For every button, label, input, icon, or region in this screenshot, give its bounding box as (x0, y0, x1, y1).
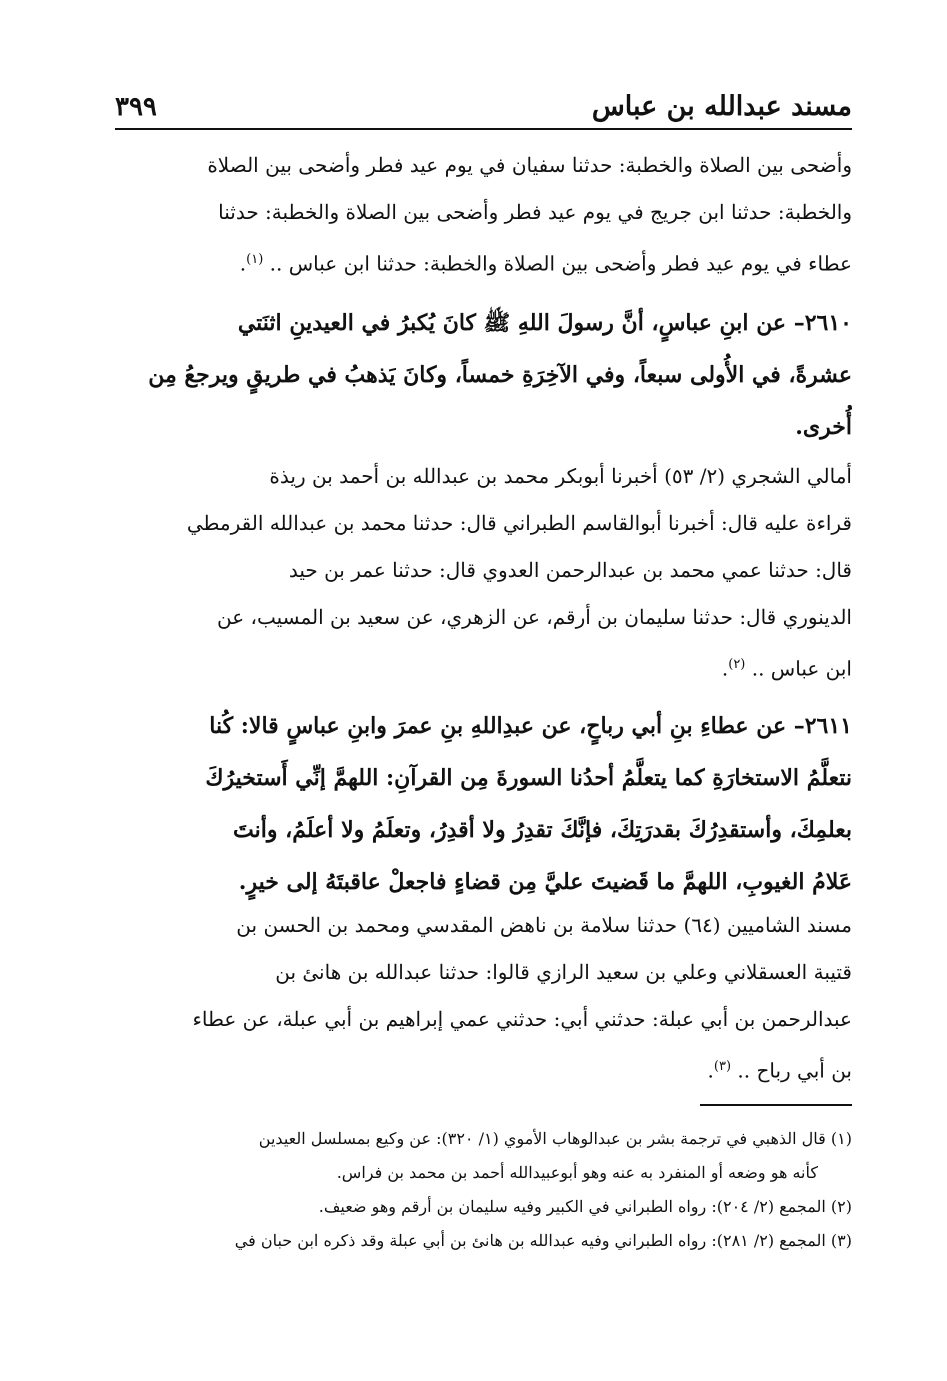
text-line: قراءة عليه قال: أخبرنا أبوالقاسم الطبراني قال: حدثنا محمد بن عبدالله القرمطي (186, 511, 852, 535)
running-title: مسند عبدالله بن عباس (591, 91, 852, 122)
hadith-line: عَلامُ الغيوبِ، اللهمَّ ما قَضيتَ عليَّ مِن قضاءٍ فاجعلْ عاقبتَهُ إلى خيرٍ. (238, 869, 852, 895)
footnote-1: (١) قال الذهبي في ترجمة بشر بن عبدالوهاب الأموي (١/ ٣٢٠): عن وكيع بمسلسل العيدين (258, 1129, 852, 1148)
text-line-content: عطاء في يوم عيد فطر وأضحى بين الصلاة والخطبة: حدثنا ابن عباس .. (269, 251, 852, 276)
footnote-ref: (٢) (728, 657, 746, 672)
hadith-line: نتعلَّمُ الاستخارَةِ كما يتعلَّمُ أحدُنا السورةَ مِن القرآنِ: اللهمَّ إنِّي أَستخيرُكَ (205, 765, 852, 791)
hadith-2610 (115, 297, 852, 453)
header-rule (115, 128, 852, 130)
footnote-ref: (٣) (713, 1059, 732, 1074)
hadith-2611 (115, 700, 852, 908)
hadith-line: ٢٦١٠– عن ابنِ عباسٍ، أنَّ رسولَ اللهِ ﷺ كانَ يُكبرُ في العيدينِ اثنَتي (237, 310, 852, 336)
footnote-2: (٢) المجمع (٢/ ٢٠٤): رواه الطبراني في الكبير وفيه سليمان بن أرقم وهو ضعيف. (318, 1197, 852, 1216)
text-line-content: ابن عباس .. (751, 656, 852, 681)
hadith-line: أُخرى. (795, 414, 852, 440)
text-line: ابن عباس .. $^{(٢)}$. (721, 656, 852, 681)
footnote-1-continuation: كأنه هو وضعه أو المنفرد به عنه وهو أبوعبيدالله أحمد بن محمد بن فراس. (336, 1163, 818, 1182)
text-line-content: بن أبي رباح .. (737, 1058, 852, 1083)
text-line: والخطبة: حدثنا ابن جريج في يوم عيد فطر وأضحى بين الصلاة والخطبة: حدثنا (218, 200, 852, 224)
text-line: قال: حدثنا عمي محمد بن عبدالرحمن العدوي قال: حدثنا عمر بن حيد (288, 558, 852, 582)
text-line: الدينوري قال: حدثنا سليمان بن أرقم، عن الزهري، عن سعيد بن المسيب، عن (216, 605, 852, 629)
intro-paragraph (115, 142, 852, 288)
text-line: وأضحى بين الصلاة والخطبة: حدثنا سفيان في يوم عيد فطر وأضحى بين الصلاة (207, 153, 852, 177)
source-2611 (115, 902, 852, 1095)
footnote-separator (700, 1104, 852, 1106)
footnotes (115, 1122, 852, 1258)
hadith-line: ٢٦١١– عن عطاءِ بنِ أبي رباحٍ، عن عبدِاللهِ بنِ عمرَ وابنِ عباسٍ قالا: كُنا (209, 713, 852, 739)
footnote-3: (٣) المجمع (٢/ ٢٨١): رواه الطبراني وفيه عبدالله بن هانئ بن أبي عبلة وقد ذكره ابن حبان في (234, 1231, 852, 1250)
hadith-line: بعلمِكَ، وأستقدِرُكَ بقدرَتِكَ، فإنَّكَ تقدِرُ ولا أقدِرُ، وتعلَمُ ولا أعلَمُ، وأنتَ (233, 817, 852, 843)
text-line: مسند الشاميين (٦٤) حدثنا سلامة بن ناهض المقدسي ومحمد بن الحسن بن (236, 913, 852, 937)
source-2610 (115, 453, 852, 693)
page-header (115, 78, 852, 122)
text-line: عبدالرحمن بن أبي عبلة: حدثني أبي: حدثني عمي إبراهيم بن أبي عبلة، عن عطاء (192, 1007, 852, 1031)
text-line: عطاء في يوم عيد فطر وأضحى بين الصلاة والخطبة: حدثنا ابن عباس .. $^{(١)}$. (239, 251, 852, 276)
footnote-ref: (١) (246, 252, 264, 267)
hadith-line: عشرةً، في الأُولى سبعاً، وفي الآخِرَةِ خمساً، وكانَ يَذهبُ في طريقٍ ويرجعُ مِن (148, 362, 852, 388)
text-line: بن أبي رباح .. $^{(٣)}$. (707, 1058, 852, 1083)
text-line: قتيبة العسقلاني وعلي بن سعيد الرازي قالوا: حدثنا عبدالله بن هانئ بن (275, 960, 852, 984)
page-number: ٣٩٩ (115, 92, 157, 122)
text-line: أمالي الشجري (٢/ ٥٣) أخبرنا أبوبكر محمد بن عبدالله بن أحمد بن ريذة (269, 464, 852, 488)
